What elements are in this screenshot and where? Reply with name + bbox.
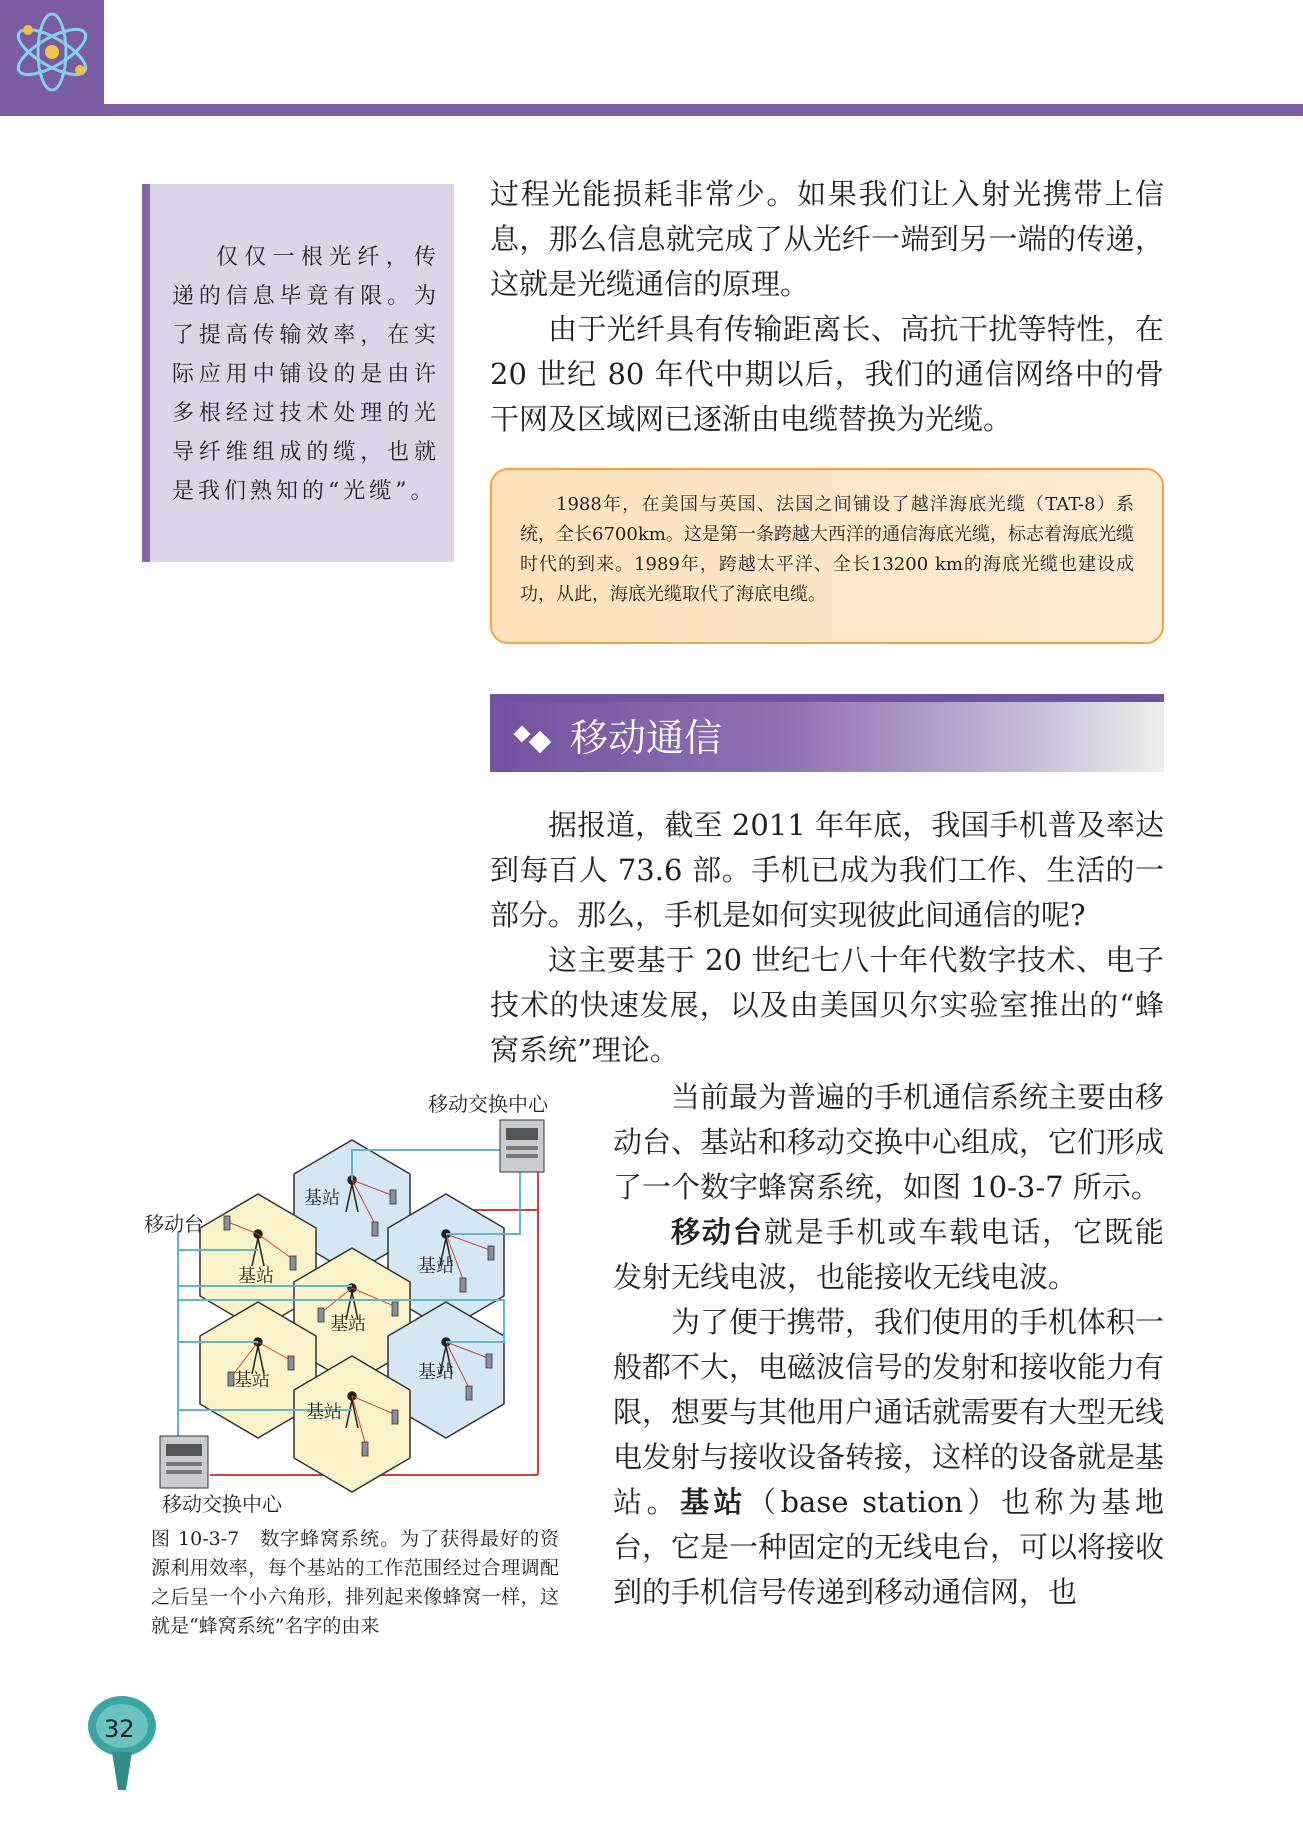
base-station-label: 基站: [238, 1266, 274, 1287]
term-mobile-station: 移动台: [671, 1215, 764, 1249]
figure-caption-text: 图 10-3-7 数字蜂窝系统。为了获得最好的资源利用效率，每个基站的工作范围经过合理调配之后呈一个小六角形，排列起来像蜂窝一样，这就是“蜂窝系统”名字的由来: [151, 1528, 559, 1637]
phone-icon: [392, 1410, 398, 1424]
side-note-text: 仅仅一根光纤，传递的信息毕竟有限。为了提高传输效率，在实际应用中铺设的是由许多根经过技术处理的光导纤维组成的缆，也就是我们熟知的“光缆”。: [172, 245, 440, 504]
paragraph-4: 这主要基于 20 世纪七八十年代数字技术、电子技术的快速发展，以及由美国贝尔实验室推出的“蜂窝系统”理论。: [490, 943, 1164, 1067]
switch-center-icon: [160, 1436, 208, 1488]
phone-icon: [362, 1442, 368, 1456]
base-station-label: 基站: [304, 1188, 340, 1209]
page-number: 32: [104, 1715, 135, 1743]
label-msc-top: 移动交换中心: [428, 1092, 548, 1116]
phone-icon: [460, 1278, 466, 1292]
section-title: 移动通信: [570, 716, 723, 760]
paragraph-7-text-a: 为了便于携带，我们使用的手机体积一般都不大，电磁波信号的发射和接收能力有限，想要与其他用户通话就需要有大型无线电发射与接收设备转接，这样的设备就是基站。: [613, 1305, 1165, 1519]
base-station-label: 基站: [234, 1370, 270, 1391]
base-station-label: 基站: [418, 1256, 454, 1277]
phone-icon: [290, 1256, 296, 1270]
phone-icon: [390, 1190, 396, 1204]
phone-icon: [488, 1246, 494, 1260]
label-mobile-station: 移动台: [144, 1212, 204, 1236]
base-station-label: 基站: [306, 1402, 342, 1423]
paragraph-5: 当前最为普遍的手机通信系统主要由移动台、基站和移动交换中心组成，它们形成了一个数字蜂窝系统，如图 10-3-7 所示。: [613, 1080, 1165, 1204]
figure-caption: [151, 1525, 559, 1641]
term-base-station: 基站: [680, 1485, 747, 1519]
base-station-label: 基站: [330, 1314, 366, 1335]
paragraph-3: 据报道，截至 2011 年年底，我国手机普及率达到每百人 73.6 部。手机已成为我们工作、生活的一部分。那么，手机是如何实现彼此间通信的呢?: [490, 808, 1164, 932]
phone-icon: [372, 1222, 378, 1236]
phone-icon: [224, 1216, 230, 1230]
phone-icon: [466, 1386, 472, 1400]
paragraph-7-text-b: （base station）也称为基地台，它是一种固定的无线电台，可以将接收到的手机信号传递到移动通信网，也: [613, 1485, 1165, 1609]
paragraph-2: 由于光纤具有传输距离长、高抗干扰等特性，在 20 世纪 80 年代中期以后，我们的通信网络中的骨干网及区域网已逐渐由电缆替换为光缆。: [490, 312, 1164, 436]
base-station-label: 基站: [418, 1362, 454, 1383]
paragraph-6-text: 就是手机或车载电话，它既能发射无线电波，也能接收无线电波。: [613, 1215, 1164, 1294]
phone-icon: [392, 1302, 398, 1316]
paragraph-1: 过程光能损耗非常少。如果我们让入射光携带上信息，那么信息就完成了从光纤一端到另一端的传递，这就是光缆通信的原理。: [490, 177, 1164, 301]
phone-icon: [288, 1356, 294, 1370]
switch-center-icon: [500, 1120, 544, 1172]
phone-icon: [318, 1308, 324, 1322]
phone-icon: [486, 1354, 492, 1368]
info-box-text: 1988年，在美国与英国、法国之间铺设了越洋海底光缆（TAT-8）系统，全长6700km。这是第一条跨越大西洋的通信海底光缆，标志着海底光缆时代的到来。1989年，跨越太平洋、全长13200 km的海底光缆也建设成功，从此，海底光缆取代了海底电缆。: [520, 494, 1134, 605]
label-msc-bottom: 移动交换中心: [162, 1492, 282, 1516]
